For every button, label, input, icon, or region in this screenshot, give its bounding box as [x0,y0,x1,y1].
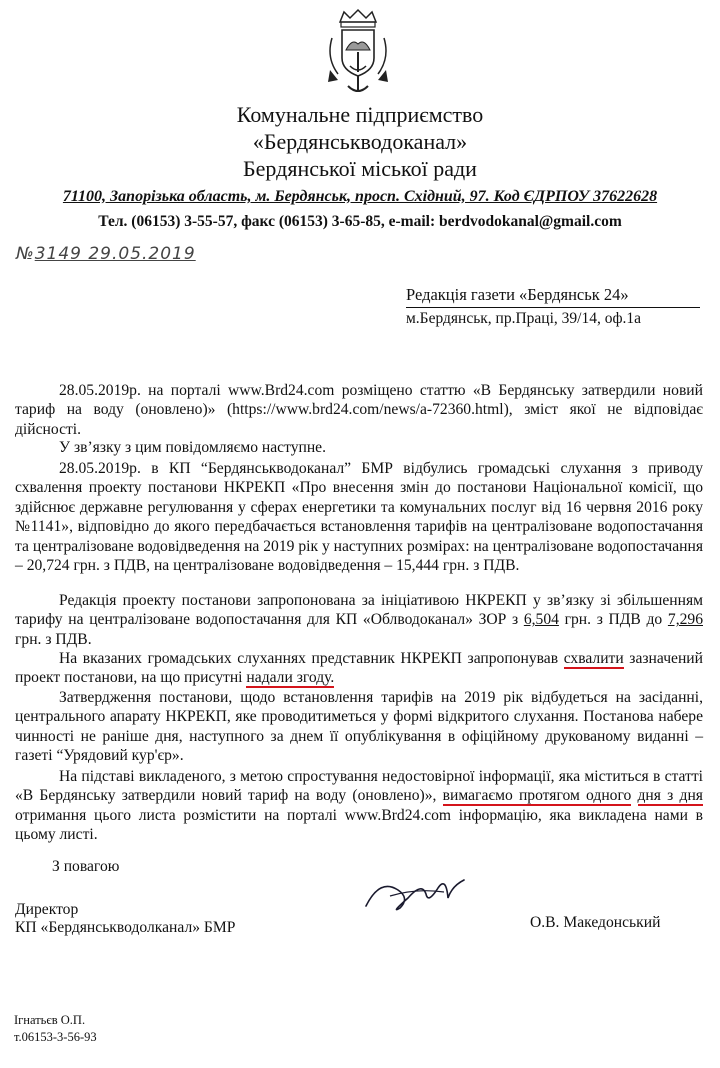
city-coat-of-arms-emblem [322,8,394,96]
paragraph-7-text-c: отримання цього листа розмістити на порталі www.Brd24.com інформацію, яка викладена нами в цьому листі. [15,806,703,844]
paragraph-4-text-c: грн. з ПДВ. [15,630,92,648]
paragraph-6 [15,688,703,766]
paragraph-6-text: Затвердження постанови, щодо встановлення тарифів на 2019 рік відбудеться на засіданні, центрального апарату НКРЕКП, яке проводитиметься у формі відкритого слухання. Постанова набере чинності не раніше дня, наступного за днем її опублікування в офіційному друкованому виданні – газеті “Урядовий кур'єр». [15,689,703,765]
highlight-demand: вимагаємо протягом одного [442,787,632,805]
signer-position: Директор [15,901,79,918]
paragraph-3 [15,459,703,575]
org-name-line: «Бердянськводоканал» [252,129,468,154]
signer-organization: КП «Бердянськводолканал» БМР [15,919,236,936]
recipient-address: м.Бердянськ, пр.Праці, 39/14, оф.1а [406,310,641,327]
paragraph-2-text: У зв’язку з цим повідомляємо наступне. [59,439,327,456]
org-type-line: Комунальне підприємство [236,102,484,127]
tariff-new-value: 7,296 [667,611,703,629]
signer-name: О.В. Македонський [530,914,661,931]
executor-name: Ігнатьєв О.П. [14,1013,86,1027]
paragraph-4 [15,591,703,649]
paragraph-3-text: 28.05.2019р. в КП “Бердянськводоканал” БМР відбулись громадські слухання з приводу схвалення проекту постанови НКРЕКП «Про внесення змін до постанови Національної комісії, що здійснює державне регулювання у сферах енергетики та комунальних послуг від 16 червня 2016 року №1141», відповідно до якого передбачається встановлення тарифів на централізоване водопостачання та централізоване водовідведення на 2019 рік у наступних розмірах: на централізоване водопостачання – 20,724 грн. з ПДВ, на централізоване водовідведення – 15,444 грн. з ПДВ. [15,460,704,575]
tariff-old-value: 6,504 [523,611,559,629]
paragraph-5-text-b: зазначений проект постанови, на що присутні [15,650,703,687]
registration-number [16,244,196,264]
org-council-line: Бердянської міської ради [243,156,477,181]
highlight-deadline: дня з дня [637,787,703,805]
org-contacts: Тел. (06153) 3-55-57, факс (06153) 3-65-85, e-mail: berdvodokanal@gmail.com [98,213,622,230]
handwritten-signature [360,868,470,916]
paragraph-2 [15,438,703,457]
executor-phone: т.06153-3-56-93 [14,1030,97,1044]
registration-prefix: № [16,244,35,264]
paragraph-5 [15,649,703,688]
paragraph-7-text-b [631,787,637,804]
highlight-consent: надали згоду. [246,669,335,687]
recipient-name: Редакція газети «Бердянськ 24» [406,285,700,308]
paragraph-1 [15,381,703,439]
paragraph-4-text-b: грн. з ПДВ до [558,611,668,629]
highlight-approve: схвалити [563,650,624,667]
paragraph-7 [15,767,703,845]
paragraph-7-text-a: На підставі викладеного, з метою спростування недостовірної інформації, яка міститься в статті «В Бердянську затвердили новий тариф на воду (оновлено)», [15,768,703,805]
registration-value: 3149 29.05.2019 [34,244,196,264]
paragraph-4-text-a: Редакція проекту постанови запропонована за ініціативою НКРЕКП у зв’язку зі збільшенням тарифу на централізоване водопостачання для КП «Облводоканал» ЗОР з [15,592,703,629]
paragraph-5-text-a: На вказаних громадських слуханнях представник НКРЕКП запропонував [59,650,564,667]
org-address: 71100, Запорізька область, м. Бердянськ, просп. Східний, 97. Код ЄДРПОУ 37622628 [62,188,658,205]
closing-phrase: З повагою [52,858,120,875]
paragraph-1-text: 28.05.2019р. на порталі www.Brd24.com розміщено статтю «В Бердянську затвердили новий тариф на воду (оновлено)» (https://www.brd24.com/news/a-72360.html), зміст якої не відповідає дійсності. [15,382,703,438]
